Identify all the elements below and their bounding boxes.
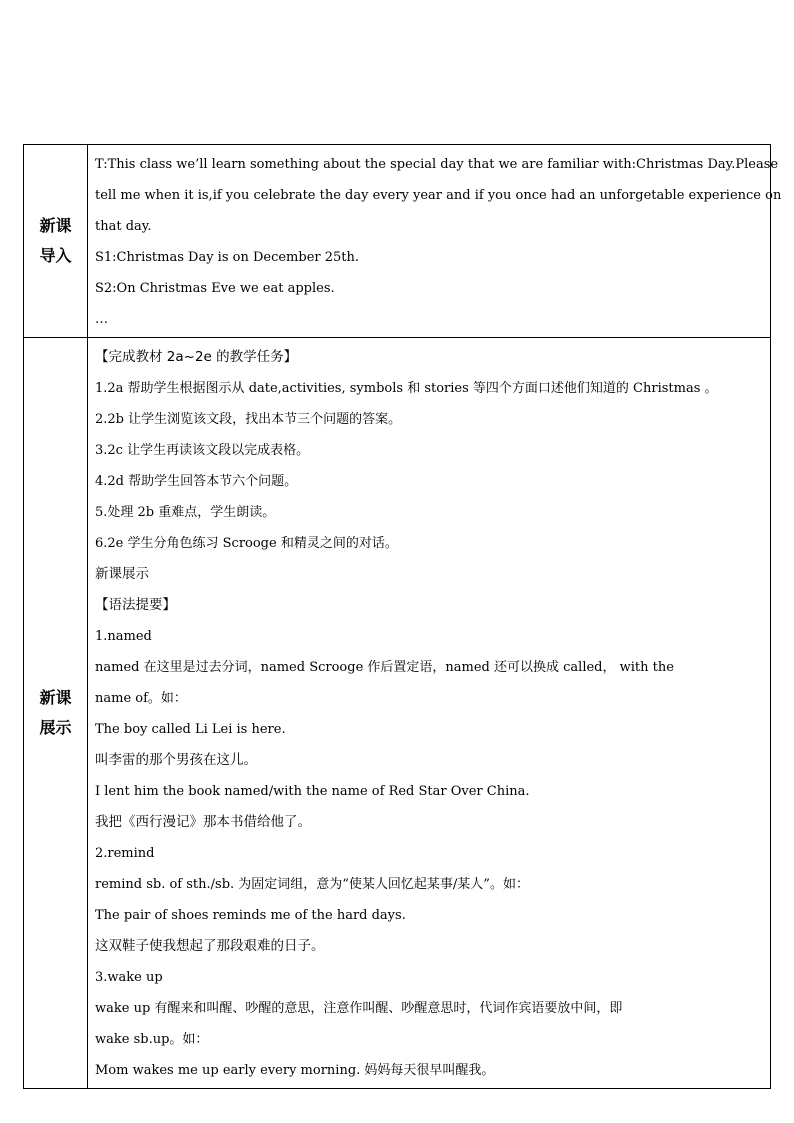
example-sentence: The pair of shoes reminds me of the hard days. <box>95 908 406 923</box>
text-line: named 在这里是过去分词，named Scrooge 作后置定语，named 还可以换成 called， with the <box>95 660 674 675</box>
example-translation: 这双鞋子使我想起了那段艰难的日子。 <box>95 938 325 954</box>
presentation-content <box>88 338 771 1089</box>
grammar-point: 3.wake up <box>95 970 163 985</box>
subheading: 新课展示 <box>95 566 149 582</box>
example-translation: 叫李雷的那个男孩在这儿。 <box>95 752 257 768</box>
section-heading: 【完成教材 2a~2e 的教学任务】 <box>95 349 298 365</box>
grammar-point: 2.remind <box>95 846 155 861</box>
grammar-point: 1.named <box>95 629 152 644</box>
row-label-cell <box>24 145 88 338</box>
text-line: wake sb.up。如： <box>95 1032 209 1047</box>
row-label: 新课 <box>39 216 72 235</box>
text-line: remind sb. of sth./sb. 为固定词组，意为“使某人回忆起某事/某人”。如： <box>95 877 529 892</box>
example-sentence: Mom wakes me up early every morning. 妈妈每天很早叫醒我。 <box>95 1063 495 1078</box>
example-translation: 我把《西行漫记》那本书借给他了。 <box>95 814 311 830</box>
task-item: 6.2e 学生分角色练习 Scrooge 和精灵之间的对话。 <box>95 536 398 551</box>
presentation-row <box>24 338 771 1089</box>
text-line: … <box>95 312 108 327</box>
intro-content <box>88 145 782 338</box>
text-line: tell me when it is,if you celebrate the day every year and if you once had an unforgetable experience on <box>95 188 782 203</box>
row-label: 导入 <box>39 246 72 265</box>
text-line: S2:On Christmas Eve we eat apples. <box>95 281 335 296</box>
task-item: 2.2b 让学生浏览该文段，找出本节三个问题的答案。 <box>95 412 402 427</box>
intro-row <box>24 145 771 338</box>
example-sentence: I lent him the book named/with the name of Red Star Over China. <box>95 784 530 799</box>
task-item: 1.2a 帮助学生根据图示从 date,activities, symbols 和 stories 等四个方面口述他们知道的 Christmas 。 <box>95 381 718 396</box>
text-line: wake up 有醒来和叫醒、吵醒的意思，注意作叫醒、吵醒意思时，代词作宾语要放中间，即 <box>95 1001 623 1016</box>
section-heading: 【语法提要】 <box>95 597 176 613</box>
task-item: 3.2c 让学生再读该文段以完成表格。 <box>95 443 310 458</box>
row-label-cell <box>24 338 88 1089</box>
text-line: that day. <box>95 219 152 234</box>
text-line: T:This class we’ll learn something about the special day that we are familiar with:Christmas Day.Please <box>95 157 779 172</box>
task-item: 5.处理 2b 重难点，学生朗读。 <box>95 505 276 520</box>
task-item: 4.2d 帮助学生回答本节六个问题。 <box>95 474 298 489</box>
row-label: 展示 <box>39 718 72 737</box>
text-line: S1:Christmas Day is on December 25th. <box>95 250 360 265</box>
text-line: name of。如： <box>95 691 187 706</box>
lesson-table <box>23 144 782 1089</box>
example-sentence: The boy called Li Lei is here. <box>95 722 286 737</box>
row-label: 新课 <box>39 688 72 707</box>
